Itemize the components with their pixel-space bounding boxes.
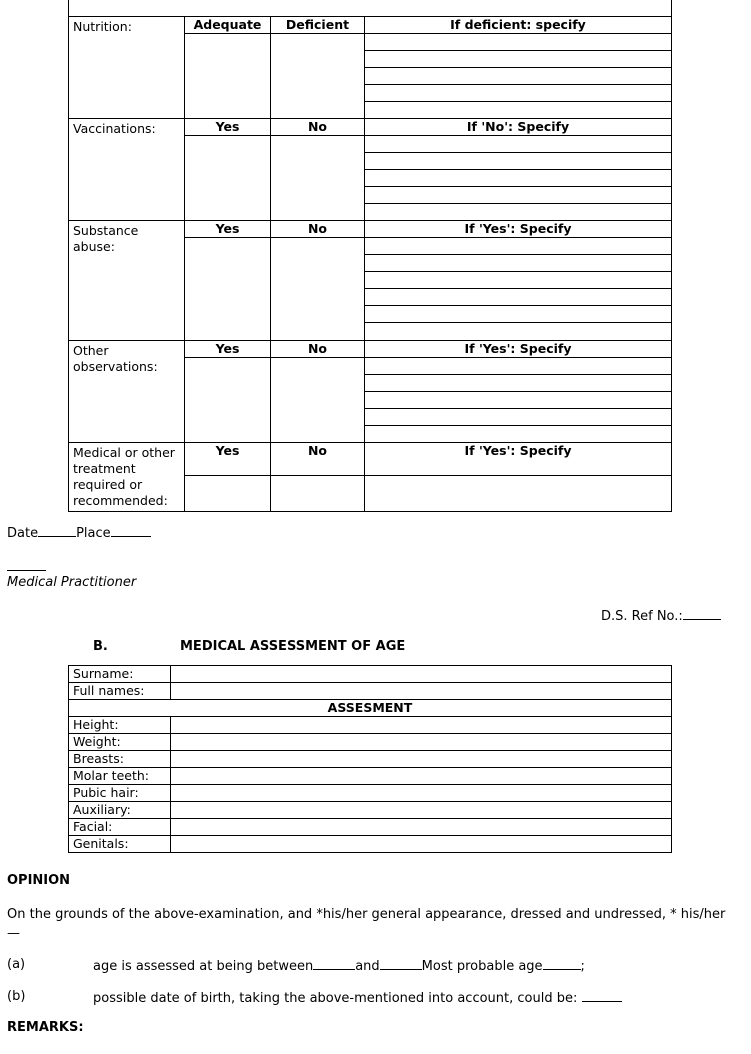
molar-teeth-field[interactable]	[171, 768, 672, 785]
date-label: Date	[7, 526, 39, 541]
yes-cell[interactable]	[185, 341, 271, 443]
row-label-medical-treatment: Medical or other treatment required or recommended:	[69, 443, 185, 512]
opinion-a-end: ;	[580, 959, 585, 974]
molar-teeth-label: Molar teeth:	[69, 768, 171, 785]
specify-cell[interactable]	[365, 17, 672, 119]
table-row	[69, 221, 672, 341]
genitals-field[interactable]	[171, 836, 672, 853]
col-header: If 'Yes': Specify	[464, 443, 572, 458]
col-header: Deficient	[285, 17, 350, 32]
ref-field[interactable]	[683, 607, 721, 620]
row-label-substance-abuse: Substance abuse:	[69, 221, 185, 341]
row-label-nutrition: Nutrition:	[69, 17, 185, 119]
no-cell[interactable]	[271, 443, 365, 512]
col-header: If 'No': Specify	[466, 119, 570, 134]
section-b-table	[68, 665, 672, 853]
opinion-a-text: age is assessed at being between	[93, 959, 314, 974]
col-header: If 'Yes': Specify	[464, 341, 572, 356]
table-row	[69, 751, 672, 768]
opinion-a-probable: Most probable age	[421, 959, 543, 974]
height-field[interactable]	[171, 717, 672, 734]
table-row	[69, 785, 672, 802]
facial-label: Facial:	[69, 819, 171, 836]
place-field[interactable]	[111, 524, 151, 537]
table-row	[69, 700, 672, 717]
adequate-cell[interactable]	[185, 17, 271, 119]
deficient-cell[interactable]	[271, 17, 365, 119]
col-header: No	[307, 119, 328, 134]
col-header: Yes	[215, 221, 240, 236]
practitioner-label: Medical Practitioner	[7, 575, 137, 590]
opinion-b-line	[93, 989, 622, 1006]
opinion-text: On the grounds of the above-examination, and *his/her general appearance, dressed and undressed, * his/her—	[7, 907, 726, 941]
height-label: Height:	[69, 717, 171, 734]
opinion-b-text: possible date of birth, taking the above-mentioned into account, could be:	[93, 991, 578, 1006]
auxiliary-field[interactable]	[171, 802, 672, 819]
weight-field[interactable]	[171, 734, 672, 751]
date-field[interactable]	[38, 524, 76, 537]
specify-cell[interactable]	[365, 119, 672, 221]
col-header: If 'Yes': Specify	[464, 221, 572, 236]
signature-line[interactable]	[7, 570, 46, 571]
no-cell[interactable]	[271, 341, 365, 443]
no-cell[interactable]	[271, 221, 365, 341]
assessment-header: ASSESMENT	[69, 700, 672, 717]
table-row	[69, 717, 672, 734]
probable-age-field[interactable]	[543, 957, 581, 970]
no-cell[interactable]	[271, 119, 365, 221]
table-row	[69, 819, 672, 836]
weight-label: Weight:	[69, 734, 171, 751]
section-b-letter: B.	[93, 639, 108, 654]
table-row	[69, 768, 672, 785]
table-top-stub	[68, 0, 672, 16]
col-header: Yes	[215, 443, 240, 458]
breasts-field[interactable]	[171, 751, 672, 768]
table-row	[69, 802, 672, 819]
opinion-heading: OPINION	[7, 873, 71, 888]
table-row	[69, 734, 672, 751]
yes-cell[interactable]	[185, 119, 271, 221]
table-row	[69, 666, 672, 683]
table-row	[69, 119, 672, 221]
row-label-vaccinations: Vaccinations:	[69, 119, 185, 221]
specify-cell[interactable]	[365, 341, 672, 443]
fullnames-field[interactable]	[171, 683, 672, 700]
auxiliary-label: Auxiliary:	[69, 802, 171, 819]
pubic-hair-field[interactable]	[171, 785, 672, 802]
age-from-field[interactable]	[313, 957, 355, 970]
yes-cell[interactable]	[185, 221, 271, 341]
facial-field[interactable]	[171, 819, 672, 836]
opinion-a-line	[93, 957, 585, 974]
opinion-a-and: and	[355, 959, 380, 974]
table-row	[69, 443, 672, 512]
surname-label: Surname:	[69, 666, 171, 683]
date-place-line	[7, 524, 151, 541]
col-header: No	[307, 341, 328, 356]
section-b-title: MEDICAL ASSESSMENT OF AGE	[180, 639, 406, 654]
table-row	[69, 341, 672, 443]
specify-cell[interactable]	[365, 443, 672, 512]
table-row	[69, 836, 672, 853]
col-header: Adequate	[193, 17, 262, 32]
surname-field[interactable]	[171, 666, 672, 683]
opinion-b-label: (b)	[7, 989, 26, 1004]
col-header: If deficient: specify	[450, 17, 586, 32]
ref-no	[601, 607, 721, 624]
ref-label: D.S. Ref No.:	[601, 609, 683, 624]
col-header: Yes	[215, 119, 240, 134]
table-row	[69, 683, 672, 700]
col-header: No	[307, 443, 328, 458]
col-header: No	[307, 221, 328, 236]
breasts-label: Breasts:	[69, 751, 171, 768]
yes-cell[interactable]	[185, 443, 271, 512]
fullnames-label: Full names:	[69, 683, 171, 700]
section-a-table	[68, 16, 672, 512]
row-label-other-observations: Other observations:	[69, 341, 185, 443]
remarks-heading: REMARKS:	[7, 1020, 84, 1035]
specify-cell[interactable]	[365, 221, 672, 341]
birth-date-field[interactable]	[582, 989, 622, 1002]
place-label: Place	[76, 526, 111, 541]
pubic-hair-label: Pubic hair:	[69, 785, 171, 802]
opinion-a-label: (a)	[7, 957, 26, 972]
col-header: Yes	[215, 341, 240, 356]
table-row	[69, 17, 672, 119]
genitals-label: Genitals:	[69, 836, 171, 853]
age-to-field[interactable]	[380, 957, 422, 970]
